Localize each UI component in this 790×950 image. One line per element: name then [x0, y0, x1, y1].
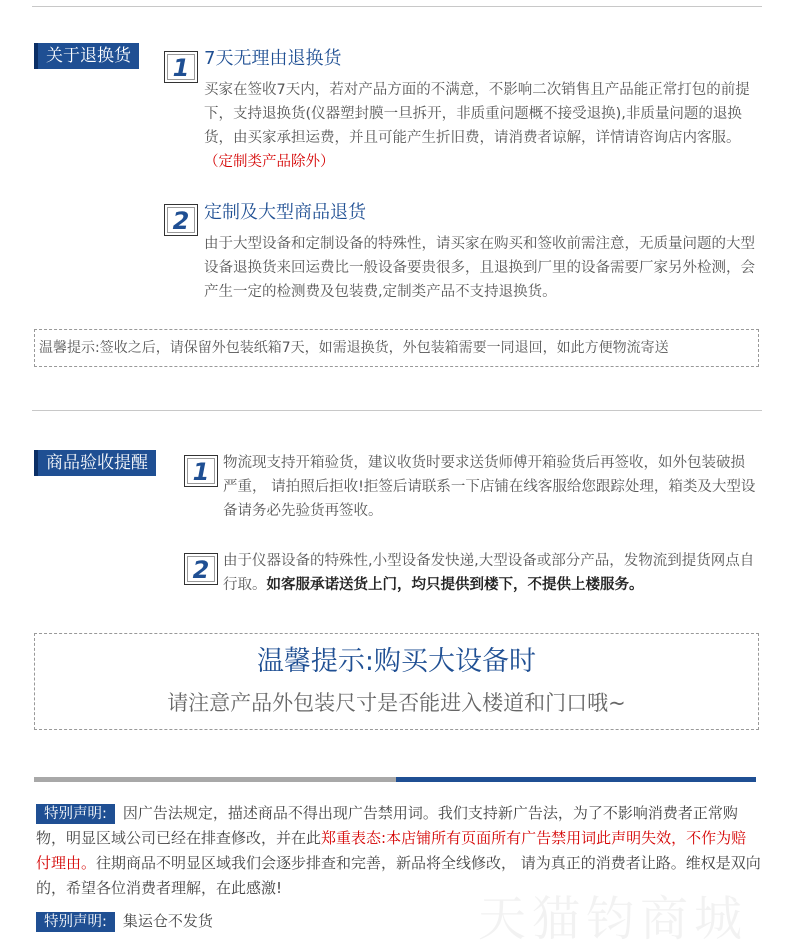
- returns-item1-body: 买家在签收7天内，若对产品方面的不满意，不影响二次销售且产品能正常打包的前提下，支持退换货(仪器塑封膜一旦拆开，非质重问题概不接受退换),非质量问题的退换货，由买家承担运费，并且可能产生折旧费，请消费者谅解，详情请咨询店内客服。: [204, 82, 750, 146]
- inspection-section-label: 商品验收提醒: [46, 453, 148, 473]
- returns-item2-title: 定制及大型商品退货: [204, 202, 366, 223]
- number-badge-text: 2: [167, 207, 195, 233]
- special-statement-tag: 特别声明:: [36, 804, 115, 824]
- number-badge-text: 1: [187, 458, 215, 484]
- statement-text-a: 因广告法规定，描述商品不得出现广告禁用词。我们支持新广告法，为了不影响消费者正常购物，明显区域公司已经在排查修改，并在此: [36, 804, 738, 847]
- big-tip-box: [34, 633, 759, 730]
- inspection-item2-text: [223, 549, 759, 597]
- big-tip-title: 温馨提示:购买大设备时: [256, 646, 537, 677]
- statement-text-b: 往期商品不明显区域我们会逐步排查和完善，新品将全线修改， 请为真正的消费者让路。维权是双向的，希望各位消费者理解，在此感激!: [36, 854, 761, 897]
- returns-section-label: 关于退换货: [46, 46, 131, 66]
- number-badge-1: [164, 51, 198, 83]
- decor-bar-blue: [396, 777, 756, 782]
- store-watermark: 天猫钧商城: [478, 891, 749, 947]
- number-badge-text: 1: [167, 54, 195, 80]
- number-badge-2: [164, 204, 198, 236]
- decor-bar-gray: [34, 777, 396, 782]
- statement2-text: 集运仓不发货: [122, 912, 213, 930]
- inspection-section-tag: [34, 450, 156, 476]
- number-badge-2: [184, 553, 218, 585]
- top-divider: [32, 6, 762, 7]
- inspection-item2-bold: 如客服承诺送货上门，均只提供到楼下，不提供上楼服务。: [266, 577, 644, 593]
- special-statement-tag: 特别声明:: [36, 912, 115, 932]
- number-badge-text: 2: [187, 556, 215, 582]
- inspection-item1-text: 物流现支持开箱验货，建议收货时要求送货师傅开箱验货后再签收，如外包装破损严重， 请拍照后拒收!拒签后请联系一下店铺在线客服给您跟踪处理，箱类及大型设备请务必先验货再签收。: [223, 455, 756, 519]
- returns-tip: 温馨提示:签收之后，请保留外包装纸箱7天，如需退换货，外包装箱需要一同退回，如此方便物流寄送: [34, 329, 759, 367]
- returns-item2-text: 由于大型设备和定制设备的特殊性，请买家在购买和签收前需注意，无质量问题的大型设备退换货来回运费比一般设备要贵很多，且退换到厂里的设备需要厂家另外检测，会产生一定的检测费及包装费,定制类产品不支持退换货。: [204, 236, 755, 300]
- returns-item1-title: 7天无理由退换货: [204, 48, 342, 69]
- section-divider: [32, 410, 762, 411]
- returns-section-tag: [34, 43, 139, 69]
- big-tip-subtitle: 请注意产品外包装尺寸是否能进入楼道和门口哦~: [167, 691, 626, 715]
- number-badge-1: [184, 455, 218, 487]
- returns-item1-text: [204, 78, 756, 174]
- inspection-item2-body: 由于仪器设备的特殊性,小型设备发快递,大型设备或部分产品，发物流到提货网点自行取。: [223, 553, 755, 593]
- returns-item1-note: （定制类产品除外）: [204, 154, 335, 170]
- statement-text-red: 郑重表态:本店铺所有页面所有广告禁用词此声明失效，不作为赔付理由。: [36, 829, 747, 872]
